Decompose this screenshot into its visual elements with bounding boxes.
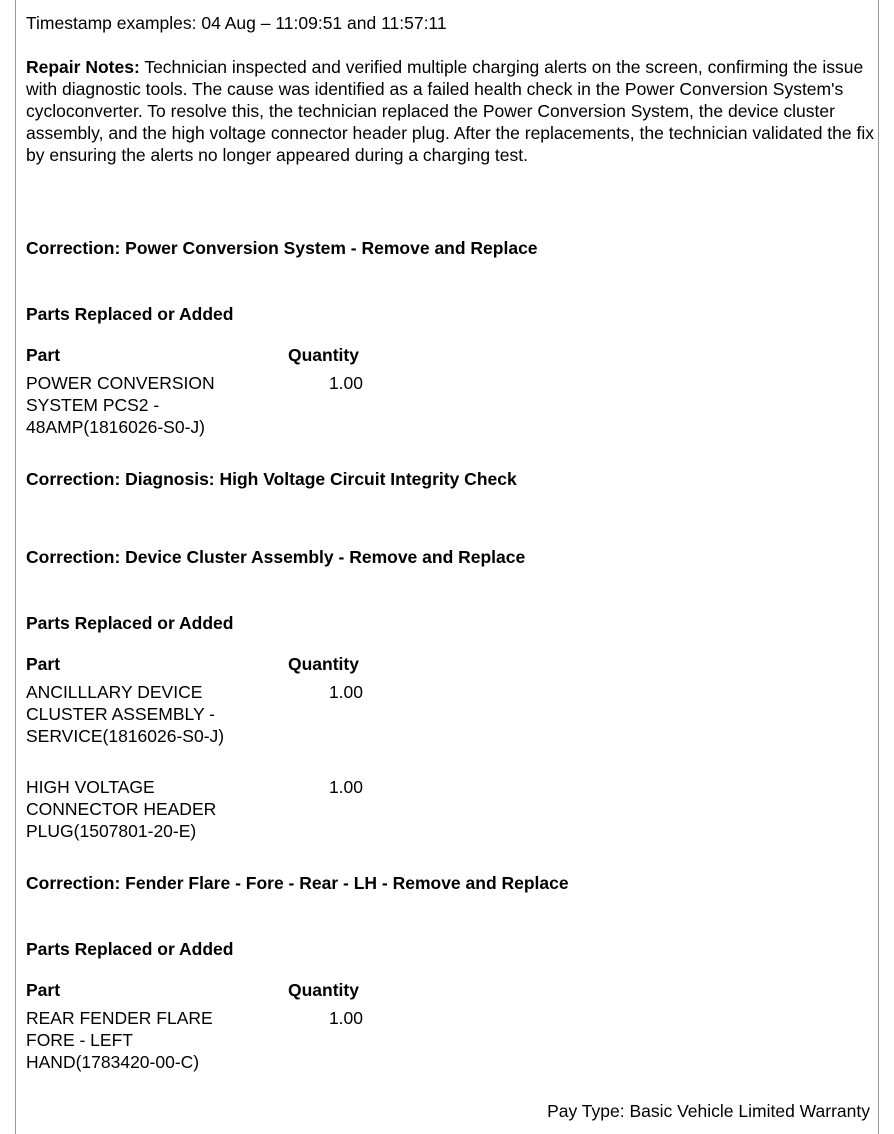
parts-heading: Parts Replaced or Added — [26, 939, 234, 959]
part-quantity: 1.00 — [328, 777, 363, 797]
part-name: ANCILLLARY DEVICE CLUSTER ASSEMBLY - SERVICE(1816026-S0-J) — [26, 682, 225, 746]
part-quantity: 1.00 — [328, 682, 363, 702]
part-name: HIGH VOLTAGE CONNECTOR HEADER PLUG(1507801-20-E) — [26, 777, 217, 841]
col-header-quantity: Quantity — [288, 345, 359, 365]
parts-heading: Parts Replaced or Added — [26, 304, 234, 324]
correction-title: Correction: Device Cluster Assembly - Remove and Replace — [26, 547, 526, 567]
col-header-part: Part — [26, 980, 61, 1000]
correction-title: Correction: Diagnosis: High Voltage Circuit Integrity Check — [26, 469, 517, 489]
correction-title: Correction: Power Conversion System - Remove and Replace — [26, 238, 538, 258]
repair-notes — [26, 56, 874, 166]
part-name: REAR FENDER FLARE FORE - LEFT HAND(1783420-00-C) — [26, 1008, 213, 1072]
col-header-part: Part — [26, 654, 61, 674]
timestamp-line: Timestamp examples: 04 Aug – 11:09:51 and 11:57:11 — [26, 13, 447, 33]
parts-heading: Parts Replaced or Added — [26, 613, 234, 633]
part-quantity: 1.00 — [328, 373, 363, 393]
correction-title: Correction: Fender Flare - Fore - Rear - LH - Remove and Replace — [26, 873, 569, 893]
repair-notes-text: Technician inspected and verified multiple charging alerts on the screen, confirming the issue with diagnostic tools. The cause was identified as a failed health check in the Power Conversion System's cycloconverter. To resolve this, the technician replaced the Power Conversion System, the device cluster assembly, and the high voltage connector header plug. After the replacements, the technician validated the fix by ensuring the alerts no longer appeared during a charging test. — [26, 57, 874, 165]
col-header-part: Part — [26, 345, 61, 365]
part-quantity: 1.00 — [328, 1008, 363, 1028]
repair-notes-label: Repair Notes: — [26, 57, 140, 77]
col-header-quantity: Quantity — [288, 980, 359, 1000]
pay-type: Pay Type: Basic Vehicle Limited Warranty — [547, 1101, 870, 1121]
part-name: POWER CONVERSION SYSTEM PCS2 - 48AMP(1816026-S0-J) — [26, 373, 215, 437]
col-header-quantity: Quantity — [288, 654, 359, 674]
